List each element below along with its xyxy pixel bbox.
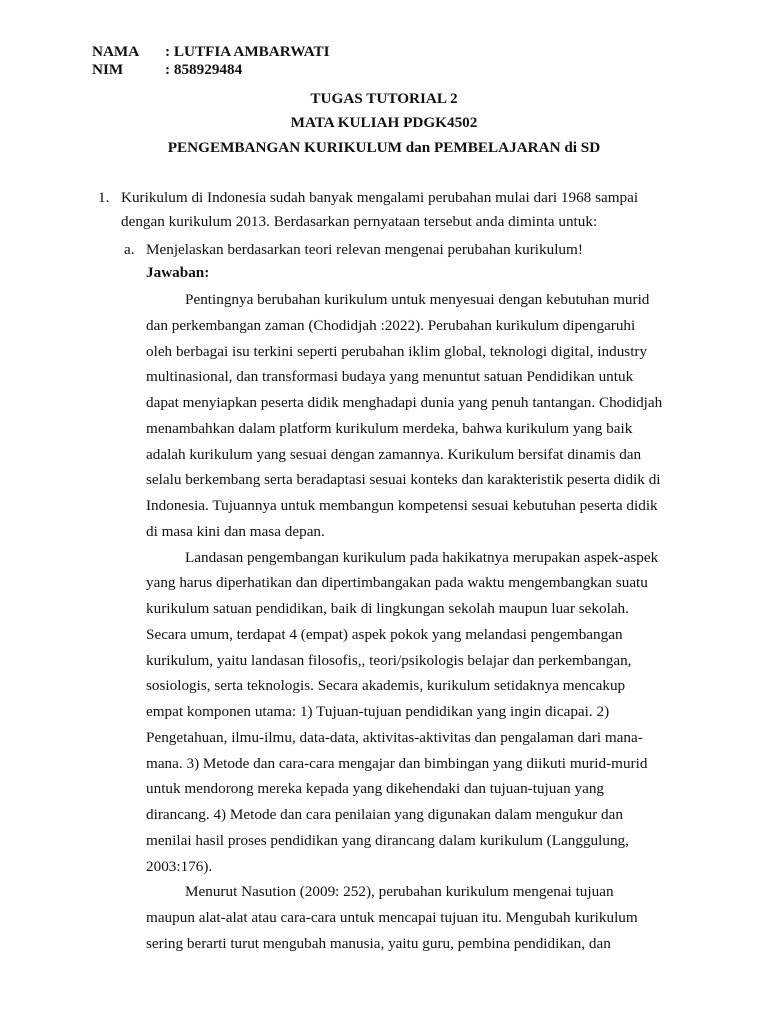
sub-question-letter: a. (124, 241, 135, 258)
paragraph-line: Pentingnya berubahan kurikulum untuk menyesuai dengan kebutuhan murid (185, 291, 650, 308)
name-label: NAMA (92, 43, 140, 60)
question-line: dengan kurikulum 2013. Berdasarkan pernyataan tersebut anda diminta untuk: (121, 213, 598, 230)
paragraph-line: multinasional, dan transformasi budaya yang menuntut satuan Pendidikan untuk (146, 368, 634, 386)
student-identity (92, 43, 330, 79)
paragraph-line: Landasan pengembangan kurikulum pada hakikatnya merupakan aspek-aspek (185, 548, 659, 566)
question-number: 1. (98, 189, 110, 206)
paragraph-line: untuk mendorong mereka kepada yang dikehendaki dan tujuan-tujuan yang (146, 780, 605, 798)
paragraph-line: menambahkan dalam platform kurikulum merdeka, bahwa kurikulum yang baik (146, 419, 633, 437)
paragraph-line: sering berarti turut mengubah manusia, yaitu guru, pembina pendidikan, dan (146, 934, 611, 952)
assignment-title: TUGAS TUTORIAL 2 (310, 90, 458, 107)
course-subtitle: PENGEMBANGAN KURIKULUM dan PEMBELAJARAN di SD (167, 139, 601, 156)
nim-value: : 858929484 (165, 61, 243, 78)
answer-label: Jawaban: (146, 264, 210, 281)
paragraph-line: 2003:176). (146, 857, 213, 875)
paragraph-line: empat komponen utama: 1) Tujuan-tujuan pendidikan yang ingin dicapai. 2) (146, 703, 610, 720)
paragraph-line: di masa kini dan masa depan. (146, 522, 325, 540)
nim-label: NIM (92, 61, 124, 78)
paragraph-line: oleh berbagai isu terkini seperti perubahan iklim global, teknologi digital, industry (146, 342, 648, 360)
answer-body (146, 287, 686, 957)
paragraph-line: Secara umum, terdapat 4 (empat) aspek pokok yang melandasi pengembangan (146, 625, 623, 643)
course-title: MATA KULIAH PDGK4502 (290, 114, 478, 131)
paragraph-line: kurikulum, yaitu landasan filosofis,, teori/psikologis belajar dan perkembangan, (146, 651, 632, 669)
paragraph-line: adalah kurikulum yang sesuai dengan zamannya. Kurikulum bersifat dinamis dan (146, 445, 642, 463)
sub-question-text: Menjelaskan berdasarkan teori relevan mengenai perubahan kurikulum! (146, 241, 583, 258)
paragraph-line: sosiologis, serta teknologis. Secara akademis, kurikulum setidaknya mencakup (146, 677, 626, 695)
name-row (92, 43, 330, 61)
question-line: Kurikulum di Indonesia sudah banyak mengalami perubahan mulai dari 1968 sampai (121, 189, 639, 206)
paragraph-line: selalu berkembang serta beradaptasi sesuai konteks dan karakteristik peserta didik di (146, 471, 661, 489)
paragraph-line: dirancang. 4) Metode dan cara penilaian yang digunakan dalam mengukur dan (146, 806, 623, 823)
paragraph-line: maupun alat-alat atau cara-cara untuk mencapai tujuan itu. Mengubah kurikulum (146, 909, 638, 926)
paragraph-line: mana. 3) Metode dan cara-cara mengajar dan bimbingan yang diikuti murid-murid (146, 754, 648, 772)
paragraph-line: yang harus diperhatikan dan dipertimbangakan pada waktu mengembangkan suatu (146, 574, 648, 592)
nim-row (92, 61, 330, 79)
paragraph-line: kurikulum satuan pendidikan, baik di lingkungan sekolah maupun luar sekolah. (146, 600, 629, 617)
paragraph-line: dan perkembangan zaman (Chodidjah :2022). Perubahan kurikulum dipengaruhi (146, 316, 636, 334)
question-text (121, 186, 661, 234)
paragraph-line: Menurut Nasution (2009: 252), perubahan kurikulum mengenai tujuan (185, 883, 614, 901)
name-value: : LUTFIA AMBARWATI (165, 43, 330, 60)
paragraph-line: dapat menyiapkan peserta didik menghadapi dunia yang penuh tantangan. Chodidjah (146, 394, 663, 411)
paragraph-line: Pengetahuan, ilmu-ilmu, data-data, aktivitas-aktivitas dan pengalaman dari mana- (146, 728, 643, 746)
paragraph-line: Indonesia. Tujuannya untuk membangun kompetensi sesuai kebutuhan peserta didik (146, 497, 658, 514)
paragraph-line: menilai hasil proses pendidikan yang dirancang dalam kurikulum (Langgulung, (146, 831, 629, 849)
